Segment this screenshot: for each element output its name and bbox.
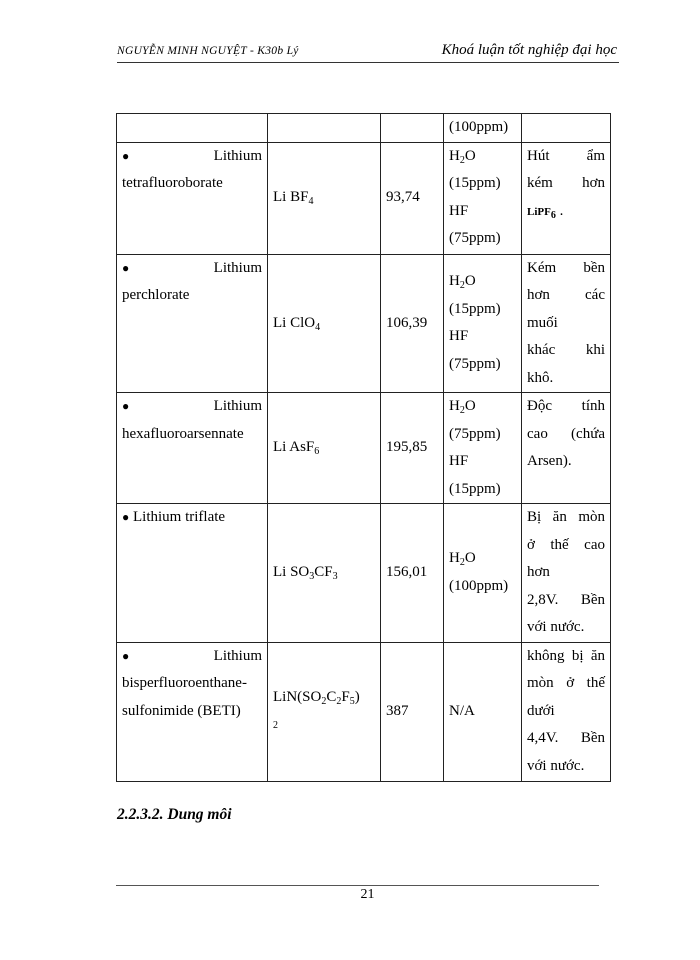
salt-name-cell: ● Lithium tetrafluoroborate xyxy=(117,142,268,254)
mass-cell: 93,74 xyxy=(381,142,444,254)
salt-name-cell: ● Lithium triflate xyxy=(117,504,268,643)
table-row xyxy=(117,393,611,504)
bullet-icon: ● xyxy=(122,148,130,163)
salt-name-cell: ● Lithium hexafluoroarsennate xyxy=(117,393,268,504)
table-row xyxy=(117,254,611,393)
impurity-cell: $H_2O$ (15ppm) HF (75ppm) xyxy=(444,142,522,254)
mass-cell: 106,39 xyxy=(381,254,444,393)
mass-cell: 156,01 xyxy=(381,504,444,643)
note-cell: không bị ăn mòn ở thế dưới 4,4V. Bền với nước. xyxy=(522,642,611,781)
impurity-cell: $H_2O$ (75ppm) HF (15ppm) xyxy=(444,393,522,504)
table-row xyxy=(117,142,611,254)
bullet-icon: ● xyxy=(122,260,130,275)
formula-cell: Li ClO$_4$ xyxy=(268,254,381,393)
header-author: NGUYỄN MINH NGUYỆT - K30b Lý xyxy=(117,45,299,57)
impurity-cell: $H_2O$ (15ppm) HF (75ppm) xyxy=(444,254,522,393)
note-cell: Độc tính cao (chứa Arsen). xyxy=(522,393,611,504)
table-row xyxy=(117,504,611,643)
salt-name-cell: ● Lithium bisperfluoroenthane- sulfonimide (BETI) xyxy=(117,642,268,781)
note-cell: Kém bền hơn các muối khác khi khô. xyxy=(522,254,611,393)
impurity-cell: (100ppm) xyxy=(444,114,522,143)
header-title: Khoá luận tốt nghiệp đại học xyxy=(441,42,617,58)
footer-divider xyxy=(116,885,599,886)
note-cell: Hút ẩm kém hơn LiPF$_6$ . xyxy=(522,142,611,254)
bullet-icon: ● xyxy=(122,510,130,524)
lithium-salts-table xyxy=(116,113,611,782)
page-number: 21 xyxy=(360,887,375,902)
formula-cell: Li $SO_3CF_3$ xyxy=(268,504,381,643)
section-heading: 2.2.3.2. Dung môi xyxy=(117,806,232,823)
bullet-icon: ● xyxy=(122,648,130,663)
mass-cell: 387 xyxy=(381,642,444,781)
page-header xyxy=(117,42,619,63)
impurity-cell: N/A xyxy=(444,642,522,781)
impurity-cell: $H_2O$ (100ppm) xyxy=(444,504,522,643)
bullet-icon: ● xyxy=(122,399,130,413)
table-row xyxy=(117,642,611,781)
formula-cell: Li AsF$_6$ xyxy=(268,393,381,504)
note-cell: Bị ăn mòn ở thế cao hơn 2,8V. Bền với nước. xyxy=(522,504,611,643)
formula-cell: Li $BF_4$ xyxy=(268,142,381,254)
salt-name-cell: ● Lithium perchlorate xyxy=(117,254,268,393)
mass-cell: 195,85 xyxy=(381,393,444,504)
formula-cell: $LiN(SO_2C_2F_5)$ 2 xyxy=(268,642,381,781)
table-row-continued xyxy=(117,114,611,143)
